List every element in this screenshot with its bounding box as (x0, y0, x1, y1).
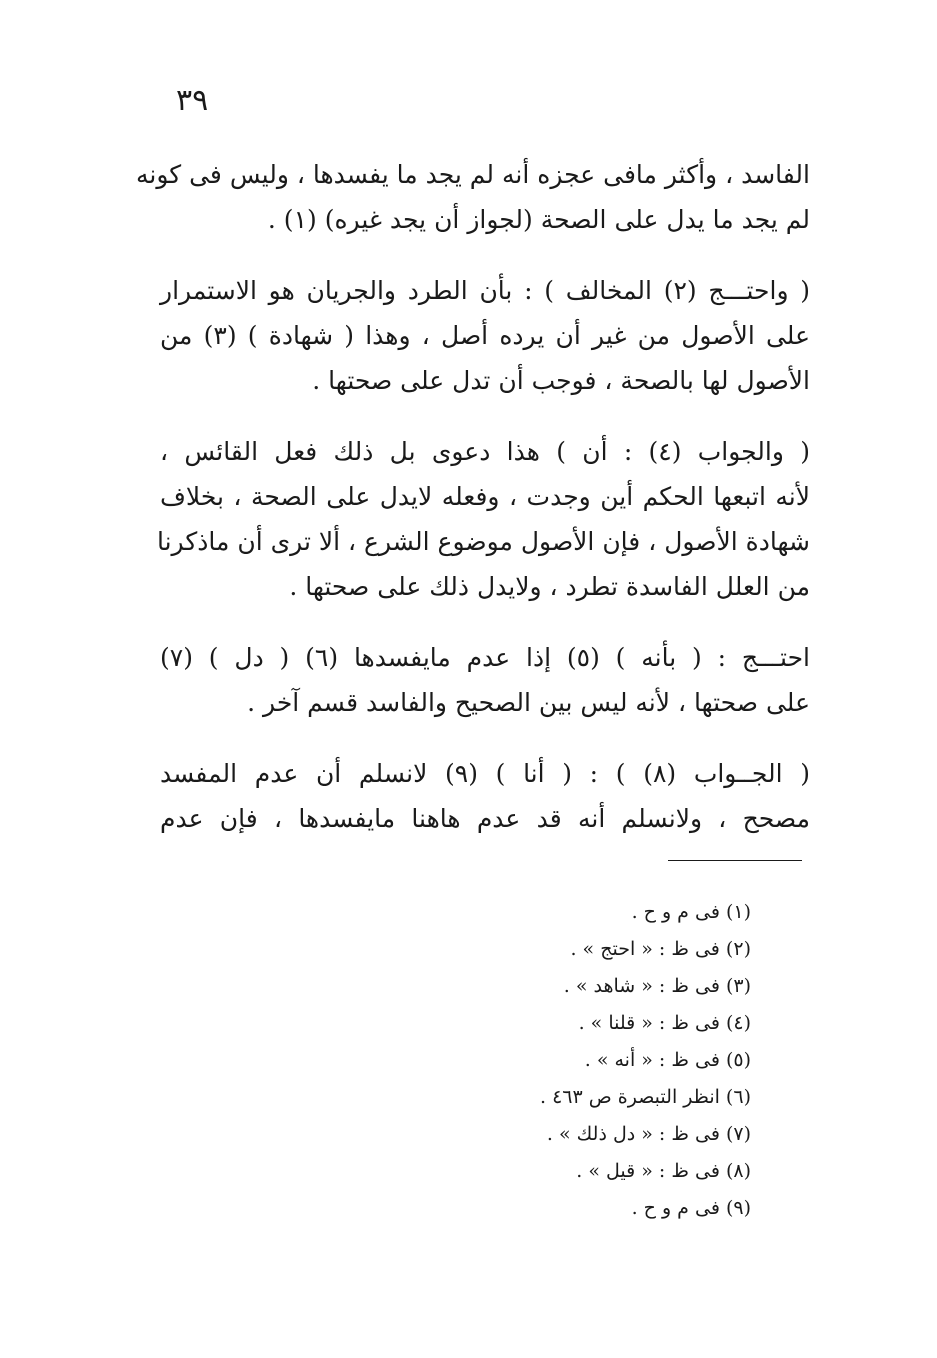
text-line: من العلل الفاسدة تطرد ، ولايدل ذلك على صحتها . (289, 572, 810, 601)
paragraph-3 (156, 429, 810, 609)
footnote-5: (٥) فى ظ : « أنه » . (584, 1049, 751, 1071)
paragraph-2 (160, 268, 810, 403)
footnote-divider (668, 860, 802, 861)
footnotes (540, 894, 751, 1227)
paragraph-5 (160, 751, 810, 841)
footnote-1: (١) فى م و ح . (631, 901, 751, 923)
text-line: ( واحتـــج (٢) المخالف ) : بأن الطرد والجريان هو الاستمرار (160, 276, 811, 305)
text-line: شهادة الأصول ، فإن الأصول موضوع الشرع ، ألا ترى أن ماذكرنا (156, 527, 810, 556)
text-line: ( والجواب (٤) : أن ) هذا دعوى بل ذلك فعل القائس ، (160, 437, 810, 466)
text-line: الأصول لها بالصحة ، فوجب أن تدل على صحتها . (312, 366, 810, 395)
main-text (135, 152, 811, 867)
text-line: لم يجد ما يدل على الصحة (لجواز أن يجد غيره) (١) . (267, 205, 810, 234)
footnote-9: (٩) فى م و ح . (631, 1197, 751, 1219)
footnote-4: (٤) فى ظ : « قلنا » . (578, 1012, 751, 1034)
paragraph-4 (160, 635, 810, 725)
page-number: ٣٩ (176, 83, 209, 118)
text-line: لأنه اتبعها الحكم أين وجدت ، وفعله لايدل على الصحة ، بخلاف (160, 482, 810, 511)
footnote-7: (٧) فى ظ : « دل ذلك » . (546, 1123, 751, 1145)
text-line: على صحتها ، لأنه ليس بين الصحيح والفاسد قسم آخر . (247, 688, 810, 717)
text-line: ( الجــواب (٨) ) : ( أنا ) (٩) لانسلم أن عدم المفسد (160, 759, 810, 788)
text-line: مصحح ، ولانسلم أنه قد عدم هاهنا مايفسدها ، فإن عدم (160, 804, 810, 833)
footnote-6: (٦) انظر التبصرة ص ٤٦٣ . (540, 1086, 751, 1108)
text-line: على الأصول من غير أن يرده أصل ، وهذا ( شهادة ) (٣) من (160, 321, 811, 350)
text-line: احتـــج : ( بأنه ) (٥) إذا عدم مايفسدها (٦) ( دل ) (٧) (160, 643, 810, 672)
footnote-8: (٨) فى ظ : « قيل » . (576, 1160, 751, 1182)
text-line: الفاسد ، وأكثر مافى عجزه أنه لم يجد ما يفسدها ، وليس فى كونه (135, 160, 810, 189)
footnote-2: (٢) فى ظ : « احتج » . (570, 938, 751, 960)
paragraph-1 (135, 152, 810, 242)
footnote-3: (٣) فى ظ : « شاهد » . (563, 975, 751, 997)
